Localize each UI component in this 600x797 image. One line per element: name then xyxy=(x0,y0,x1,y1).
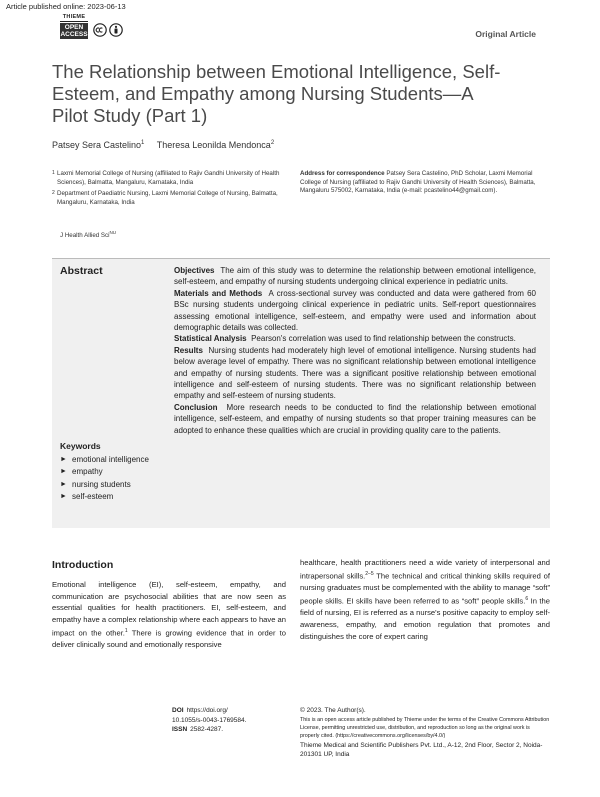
thieme-open-access-logo xyxy=(60,14,88,39)
creative-commons-icon xyxy=(93,23,107,37)
affiliation-2-text: Department of Paediatric Nursing, Laxmi Memorial College of Nursing, Balmatta, Mangaluru, Karnataka, India xyxy=(57,190,278,206)
affiliation-2-sup: 2 xyxy=(52,190,55,197)
abstract-conclusion xyxy=(174,402,536,436)
keywords-block xyxy=(60,440,160,504)
author-1 xyxy=(52,140,144,150)
intro-paragraph-right xyxy=(300,557,550,643)
intro-heading: Introduction xyxy=(52,559,114,571)
article-title: The Relationship between Emotional Intelligence, Self-Esteem, and Empathy among Nursing Students—A Pilot Study (Part 1) xyxy=(52,61,501,126)
intro-right-ref-2: 6 xyxy=(525,595,529,602)
correspondence-label: Address for correspondence xyxy=(300,170,385,177)
abstract-objectives-label: Objectives xyxy=(174,266,215,275)
abstract-results-text: Nursing students had moderately high level of emotional intelligence. Nursing students had below average level of empathy. There was no significant relationship between emotional intelligence and empathy of nursing students. There was a significant positive relationship between emotional intelligence and self-esteem of nursing students. There was no significant relationship between empathy and self-esteem of nursing students. xyxy=(174,345,536,401)
logo-open-access-box xyxy=(60,23,88,39)
keywords-heading: Keywords xyxy=(60,441,101,451)
doi-label: DOI xyxy=(172,707,184,714)
journal-title: J Health Allied Sci xyxy=(60,232,110,240)
issn-label: ISSN xyxy=(172,726,188,734)
abstract-statistics-label: Statistical Analysis xyxy=(174,334,247,344)
author-list xyxy=(52,140,284,150)
issn-line xyxy=(172,725,292,735)
affiliations xyxy=(52,170,282,210)
publisher-text: Thieme Medical and Scientific Publishers Pvt. Ltd., A-12, 2nd Floor, Sector 2, Noida-201301 UP, India xyxy=(300,741,543,759)
license-icons xyxy=(93,23,123,37)
abstract-statistics xyxy=(174,333,536,344)
logo-open-text: OPEN xyxy=(64,24,84,31)
intro-right-text-a: healthcare, health practitioners need a wide variety of interpersonal and intrapersonal skills. xyxy=(300,558,550,581)
keyword-text: empathy xyxy=(72,467,103,477)
intro-left-ref: 1 xyxy=(124,627,128,634)
abstract-conclusion-label: Conclusion xyxy=(174,402,218,412)
abstract-statistics-text: Pearson's correlation was used to find relationship between the constructs. xyxy=(251,334,516,344)
keyword-text: nursing students xyxy=(72,479,131,489)
correspondence-block xyxy=(300,170,545,196)
author-1-sup: 1 xyxy=(141,140,145,146)
affiliation-2 xyxy=(52,190,282,207)
journal-sup: NU xyxy=(109,230,117,235)
abstract-panel xyxy=(52,258,550,528)
author-1-name: Patsey Sera Castelino xyxy=(52,140,142,150)
abstract-objectives-text: The aim of this study was to determine the relationship between emotional intelligence, self-esteem, and empathy of nursing students undergoing clinical experience in pediatric units. xyxy=(174,266,537,287)
doi-code: 10.1055/s-0043-1769584. xyxy=(172,716,247,724)
abstract-body xyxy=(174,265,536,436)
doi-link[interactable]: https://doi.org/ xyxy=(186,707,228,714)
author-2 xyxy=(157,140,274,150)
intro-right-text-c: In the field of nursing, EI is referred as a nurse's positive capacity to employ self-awareness, empathy, and emotion regulation that promotes and distinguishes the core of expert caring xyxy=(300,596,550,641)
keyword-arrow-icon: ► xyxy=(60,468,67,476)
keyword-text: self-esteem xyxy=(72,492,114,502)
logo-access-text: ACCESS xyxy=(60,31,88,38)
logo-thieme-text: THIEME xyxy=(60,14,88,22)
doi-issn-block xyxy=(172,706,292,735)
intro-paragraph-left xyxy=(52,579,286,651)
author-2-name: Theresa Leonilda Mendonca xyxy=(156,140,271,150)
author-2-sup: 2 xyxy=(270,140,275,146)
keyword-item xyxy=(60,466,160,479)
journal-name xyxy=(60,230,116,239)
abstract-heading: Abstract xyxy=(60,265,103,277)
abstract-results xyxy=(174,345,536,402)
keyword-item xyxy=(60,454,160,467)
logo-group xyxy=(60,14,123,39)
issn-value: 2582-4287. xyxy=(190,726,224,734)
abstract-methods-text: A cross-sectional survey was conducted and data were gathered from 60 BSc nursing students undergoing clinical experience in pediatric units. Self-report questionnaires assessing emotional intelligence, self-esteem, and empathy were used and information about demographic details was collected. xyxy=(174,288,536,333)
intro-left-text-a: Emotional intelligence (EI), self-esteem, empathy, and communication are psychosocial abilities that are now seen as essential qualities for health practitioners. EI, self-esteem, and empathy have a complex relationship where each appears to have an impact on the other. xyxy=(52,579,286,638)
abstract-results-label: Results xyxy=(174,345,203,355)
copyright-block xyxy=(300,706,550,760)
attribution-icon xyxy=(109,23,123,37)
abstract-methods xyxy=(174,288,536,334)
published-date: Article published online: 2023-06-13 xyxy=(6,2,126,11)
keyword-arrow-icon: ► xyxy=(60,480,67,488)
abstract-conclusion-text: More research needs to be conducted to find the relationship between emotional intelligence, self-esteem, and empathy of nursing students so that proper training measures can be adopted to enhance these qualities which are crucial in providing quality care to the patients. xyxy=(174,402,536,435)
license-text: This is an open access article published by Thieme under the terms of the Creative Commons Attribution License, permitting unrestricted use, distribution, and reproduction so long as the original work is properly cited. (https://creativecommons.org/licenses/by/4.0/) xyxy=(300,716,550,740)
keyword-arrow-icon: ► xyxy=(60,493,67,501)
correspondence-text: Patsey Sera Castelino, PhD Scholar, Laxmi Memorial College of Nursing (affiliated to Rajiv Gandhi University of Health Sciences), Balmatta, Mangaluru 575002, Karnataka, India (e-mail: pcastelino44@gmail.com). xyxy=(300,170,536,195)
intro-left-text-b: There is growing evidence that in order to deliver clinically sound and emotionally responsive xyxy=(52,628,286,650)
affiliation-1 xyxy=(52,170,282,187)
affiliation-1-sup: 1 xyxy=(52,170,55,176)
abstract-objectives xyxy=(174,265,536,288)
abstract-methods-label: Materials and Methods xyxy=(174,288,263,298)
keyword-item xyxy=(60,491,160,504)
keyword-item xyxy=(60,479,160,492)
keyword-text: emotional intelligence xyxy=(72,454,149,464)
intro-right-ref-1: 2–5 xyxy=(365,570,374,577)
article-type-label: Original Article xyxy=(475,29,536,39)
keyword-arrow-icon: ► xyxy=(60,455,67,463)
intro-right-text-b: The technical and critical thinking skills required of nursing graduates must be complemented with the ability to manage “soft” people skills. EI skills have been referred to as “soft” people skills. xyxy=(300,571,550,606)
copyright-line: © 2023. The Author(s). xyxy=(300,707,366,714)
intro-left-column xyxy=(52,560,286,651)
intro-right-column xyxy=(300,557,550,643)
affiliation-1-text: Laxmi Memorial College of Nursing (affiliated to Rajiv Gandhi University of Health Sciences), Balmatta, Mangaluru, Karnataka, India xyxy=(57,170,280,186)
doi-line xyxy=(172,706,292,716)
